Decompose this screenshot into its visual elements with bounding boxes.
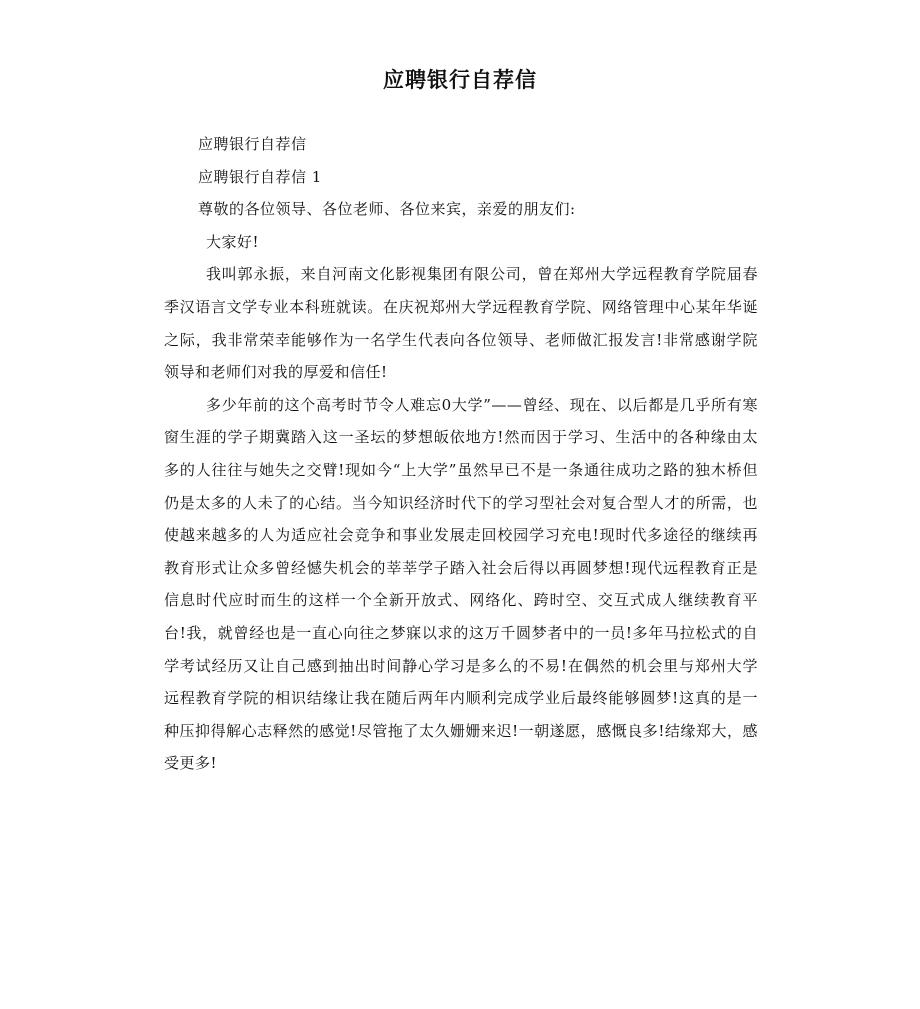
document-subtitle-numbered: 应聘银行自荐信 1 (198, 167, 322, 186)
paragraph-story: 多少年前的这个高考时节令人难忘0大学”——曾经、现在、以后都是几乎所有寒窗生涯的学子期冀踏入这一圣坛的梦想皈依地方!然而因于学习、生活中的各种缘由太多的人往往与她失之交臂!现如今“上大学”虽然早已不是一条通往成功之路的独木桥但仍是太多的人未了的心结。当今知识经济时代下的学习型社会对复合型人才的所需，也使越来越多的人为适应社会竞争和事业发展走回校园学习充电!现时代多途径的继续再教育形式让众多曾经憾失机会的莘莘学子踏入社会后得以再圆梦想!现代远程教育正是信息时代应时而生的这样一个全新开放式、网络化、跨时空、交互式成人继续教育平台!我，就曾经也是一直心向往之梦寐以求的这万千圆梦者中的一员!多年马拉松式的自学考试经历又让自己感到抽出时间静心学习是多么的不易!在偶然的机会里与郑州大学远程教育学院的相识结缘让我在随后两年内顺利完成学业后最终能够圆梦!这真的是一种压抑得解心志释然的感觉!尽管拖了太久姗姗来迟!一朝遂愿，感慨良多!结缘郑大，感受更多! (164, 395, 758, 773)
salutation: 尊敬的各位领导、各位老师、各位来宾，亲爱的朋友们: (198, 200, 576, 219)
document-subtitle: 应聘银行自荐信 (198, 135, 307, 153)
greeting: 大家好! (206, 232, 260, 251)
document-title: 应聘银行自荐信 (383, 68, 537, 92)
paragraph-introduction: 我叫郭永振，来自河南文化影视集团有限公司，曾在郑州大学远程教育学院届春季汉语言文学专业本科班就读。在庆祝郑州大学远程教育学院、网络管理中心某年华诞之际，我非常荣幸能够作为一名学生代表向各位领导、老师做汇报发言!非常感谢学院领导和老师们对我的厚爱和信任! (164, 265, 758, 382)
document-body (164, 128, 758, 780)
